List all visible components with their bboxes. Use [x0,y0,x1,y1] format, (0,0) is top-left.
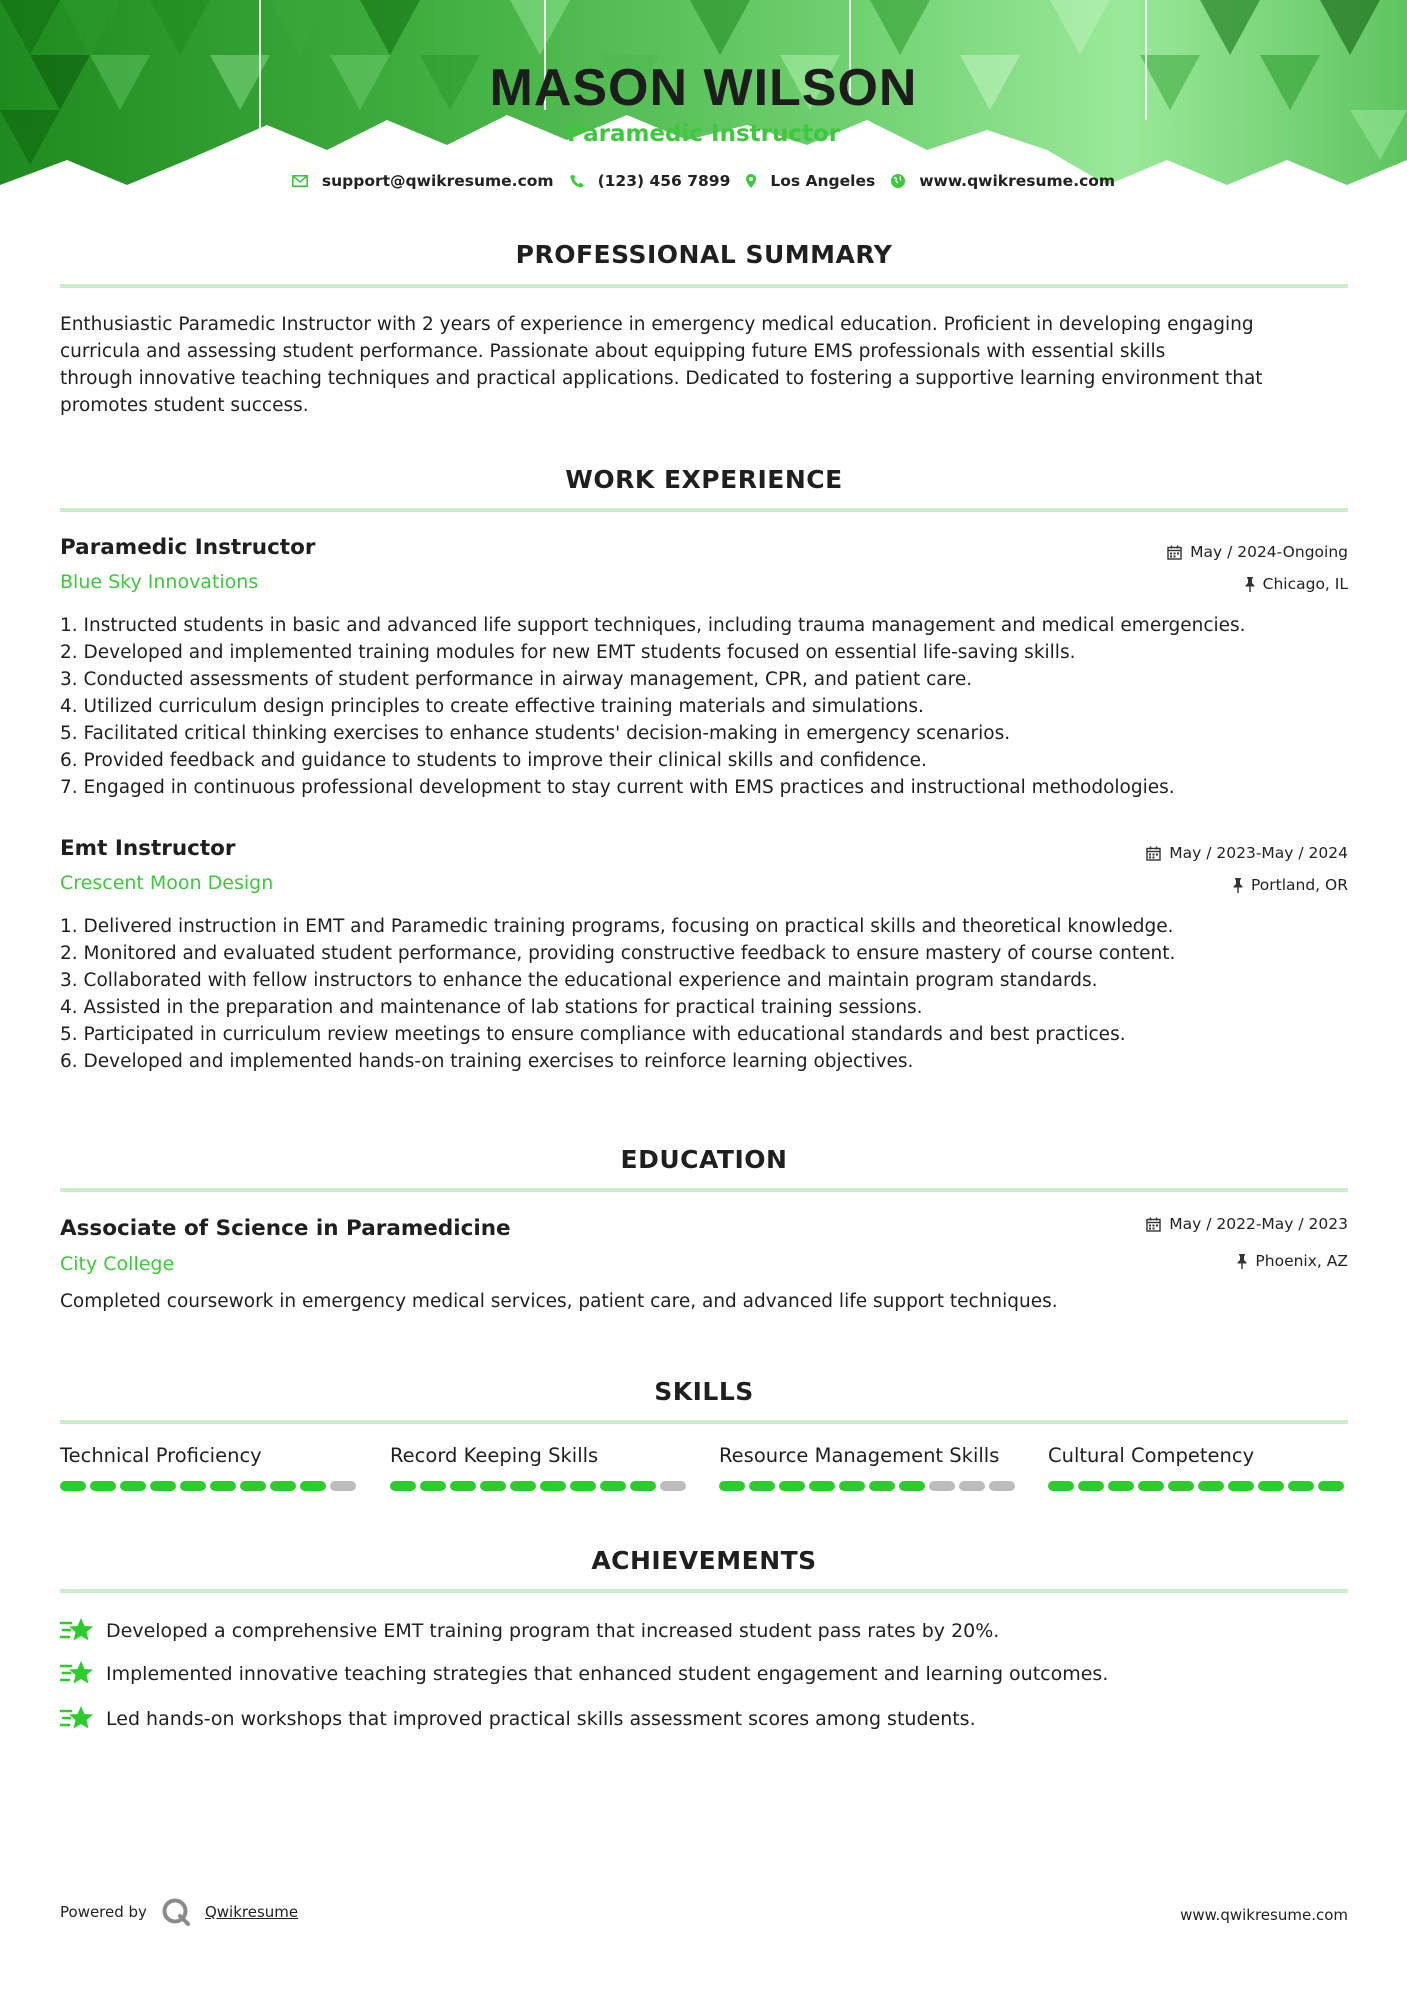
skill-level-segment [60,1481,86,1491]
job-responsibilities [60,612,1360,801]
list-item: 3. Conducted assessments of student performance in airway management, CPR, and patient care. [60,669,973,690]
skill-level-segment [390,1481,416,1491]
skill-level-segment [1048,1481,1074,1491]
skill-level-segment [839,1481,865,1491]
job-responsibilities [60,913,1360,1075]
dates-text: May / 2024-Ongoing [1190,543,1348,561]
location-text: Chicago, IL [1262,575,1348,593]
skill-item [60,1444,360,1491]
calendar-icon [1146,846,1161,861]
skill-level-segment [1258,1481,1284,1491]
contact-location [746,172,875,190]
pushpin-icon [1245,577,1255,592]
achievement-item [60,1660,1108,1688]
footer-powered-by [60,1897,298,1927]
phone-text: (123) 456 7899 [597,172,731,190]
school-name: City College [60,1253,175,1275]
email-text: support@qwikresume.com [321,172,554,190]
achievement-text: Developed a comprehensive EMT training program that increased student pass rates by 20%. [106,1620,1000,1642]
education-divider [60,1188,1348,1192]
skill-name: Cultural Competency [1048,1444,1255,1467]
summary-text [60,311,1350,419]
list-item: 2. Developed and implemented training modules for new EMT students focused on essential life-saving skills. [60,642,1076,663]
skill-level-segment [210,1481,236,1491]
qwikresume-logo-icon [161,1897,191,1927]
globe-icon [891,174,905,188]
job-location [1233,876,1348,894]
phone-icon [570,174,584,188]
company-name: Blue Sky Innovations [60,571,259,593]
skill-level-segment [779,1481,805,1491]
skill-item [719,1444,1019,1491]
skill-level-segment [959,1481,985,1491]
education-description: Completed coursework in emergency medical services, patient care, and advanced life support techniques. [60,1291,1058,1312]
skill-level-segment [809,1481,835,1491]
skill-level-segment [1078,1481,1104,1491]
company-name: Crescent Moon Design [60,872,274,894]
job-location [1245,575,1348,593]
skill-level-segment [630,1481,656,1491]
powered-by-label: Powered by [60,1903,147,1921]
skill-level-bar [1048,1481,1348,1491]
shooting-star-icon [60,1660,94,1688]
summary-line: Enthusiastic Paramedic Instructor with 2 years of experience in emergency medical education. Proficient in developing engaging [60,314,1254,335]
summary-divider [60,284,1348,288]
job-title: Emt Instructor [60,836,236,861]
skill-name: Record Keeping Skills [390,1444,599,1467]
map-pin-icon [746,174,756,188]
skill-level-segment [300,1481,326,1491]
education-heading: EDUCATION [620,1145,788,1174]
location-text: Portland, OR [1250,876,1348,894]
list-item: 4. Assisted in the preparation and maintenance of lab stations for practical training sessions. [60,997,923,1018]
skill-level-segment [330,1481,356,1491]
skill-level-segment [570,1481,596,1491]
skills-heading: SKILLS [654,1377,754,1406]
skill-level-segment [480,1481,506,1491]
skill-level-bar [390,1481,690,1491]
footer-website[interactable]: www.qwikresume.com [1180,1906,1348,1924]
skill-level-segment [660,1481,686,1491]
skill-level-segment [180,1481,206,1491]
achievements-divider [60,1589,1348,1593]
skill-level-segment [510,1481,536,1491]
skill-level-segment [90,1481,116,1491]
calendar-icon [1167,545,1182,560]
contact-phone[interactable] [570,172,731,190]
skill-level-segment [749,1481,775,1491]
list-item: 6. Developed and implemented hands-on training exercises to reinforce learning objectives. [60,1051,914,1072]
location-text: Los Angeles [770,172,876,190]
skill-level-segment [719,1481,745,1491]
shooting-star-icon [60,1705,94,1733]
summary-heading: PROFESSIONAL SUMMARY [515,240,893,269]
skill-name: Resource Management Skills [719,1444,1000,1467]
list-item: 5. Facilitated critical thinking exercises to enhance students' decision-making in emergency scenarios. [60,723,1011,744]
list-item: 3. Collaborated with fellow instructors to enhance the educational experience and maintain program standards. [60,970,1098,991]
skill-level-segment [240,1481,266,1491]
degree-title: Associate of Science in Paramedicine [60,1216,511,1241]
list-item: 4. Utilized curriculum design principles to create effective training materials and simulations. [60,696,924,717]
job-dates [1146,844,1348,862]
skill-level-segment [420,1481,446,1491]
skill-level-segment [540,1481,566,1491]
pushpin-icon [1237,1254,1247,1269]
skill-level-segment [270,1481,296,1491]
skills-divider [60,1420,1348,1424]
skill-level-segment [989,1481,1015,1491]
skill-level-segment [1228,1481,1254,1491]
contact-bar [0,172,1407,190]
skill-item [1048,1444,1348,1491]
education-dates [1146,1215,1348,1233]
location-text: Phoenix, AZ [1255,1252,1348,1270]
job-dates [1167,543,1348,561]
experience-divider [60,508,1348,512]
candidate-title: Paramedic Instructor [566,121,841,147]
skill-level-segment [869,1481,895,1491]
candidate-name: MASON WILSON [489,59,918,117]
skill-level-segment [1288,1481,1314,1491]
contact-website[interactable] [891,172,1115,190]
dates-text: May / 2023-May / 2024 [1169,844,1348,862]
skill-level-segment [1198,1481,1224,1491]
skill-level-segment [1318,1481,1344,1491]
summary-line: promotes student success. [60,395,309,416]
skill-name: Technical Proficiency [60,1444,262,1467]
list-item: 1. Instructed students in basic and advanced life support techniques, including trauma management and medical emergencies. [60,615,1246,636]
list-item: 2. Monitored and evaluated student performance, providing constructive feedback to ensure mastery of course content. [60,943,1176,964]
job-title: Paramedic Instructor [60,535,316,560]
list-item: 5. Participated in curriculum review meetings to ensure compliance with educational standards and best practices. [60,1024,1126,1045]
experience-heading: WORK EXPERIENCE [565,465,843,494]
qwikresume-link[interactable]: Qwikresume [204,1903,299,1921]
skill-level-bar [719,1481,1019,1491]
achievement-text: Implemented innovative teaching strategies that enhanced student engagement and learning outcomes. [106,1663,1109,1685]
skill-level-segment [1168,1481,1194,1491]
skill-level-segment [600,1481,626,1491]
achievements-heading: ACHIEVEMENTS [591,1546,817,1575]
list-item: 7. Engaged in continuous professional development to stay current with EMS practices and instructional methodologies. [60,777,1175,798]
list-item: 1. Delivered instruction in EMT and Paramedic training programs, focusing on practical skills and theoretical knowledge. [60,916,1174,937]
education-location [1237,1252,1348,1270]
calendar-icon [1146,1217,1161,1232]
website-text: www.qwikresume.com [919,172,1116,190]
pushpin-icon [1233,878,1243,893]
skill-item [390,1444,690,1491]
skill-level-segment [450,1481,476,1491]
skill-level-segment [929,1481,955,1491]
shooting-star-icon [60,1617,94,1645]
skill-level-bar [60,1481,360,1491]
achievement-item [60,1617,999,1645]
skill-level-segment [899,1481,925,1491]
summary-line: curricula and assessing student performance. Passionate about equipping future EMS professionals with essential skills [60,341,1166,362]
skill-level-segment [150,1481,176,1491]
achievement-text: Led hands-on workshops that improved practical skills assessment scores among students. [106,1708,976,1730]
skill-level-segment [1108,1481,1134,1491]
summary-line: through innovative teaching techniques and practical applications. Dedicated to fostering a supportive learning environment that [60,368,1263,389]
header-banner [0,0,1407,200]
achievement-item [60,1705,976,1733]
envelope-icon [292,175,308,187]
skill-level-segment [120,1481,146,1491]
contact-email[interactable] [292,172,554,190]
dates-text: May / 2022-May / 2023 [1169,1215,1348,1233]
list-item: 6. Provided feedback and guidance to students to improve their clinical skills and confidence. [60,750,927,771]
skill-level-segment [1138,1481,1164,1491]
